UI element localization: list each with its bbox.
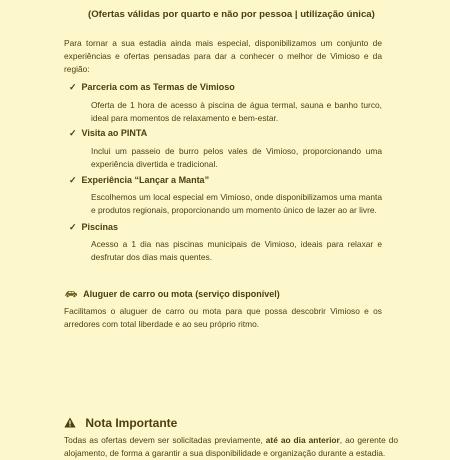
warning-icon [64,417,76,428]
car-icon [64,290,78,298]
check-icon: ✓ [69,128,77,138]
offer-description-lancar-manta: Escolhemos um local especial em Vimioso, onde disponibilizamos uma manta e produtos regionais, proporcionando um momento único de lazer ao ar livre. [91,192,382,215]
note-text-start: Todas as ofertas devem ser solicitadas previamente, [64,435,266,445]
note-text-deadline: até ao dia anterior [265,435,340,445]
offer-description-pinta: Inclui um passeio de burro pelos vales de Vimioso, proporcionando uma experiência divertida e tradicional. [91,146,382,169]
offer-title-pinta [69,128,147,139]
offer-title-text: Visita ao PINTA [81,128,148,138]
offer-title-termas [69,82,235,93]
car-rental-description: Facilitamos o aluguer de carro ou mota para que possa descobrir Vimioso e os arredores com total liberdade e ao seu próprio ritmo. [64,306,382,329]
check-icon: ✓ [69,82,77,92]
offer-title-text: Parceria com as Termas de Vimioso [81,82,235,92]
offer-title-lancar-manta [69,175,209,186]
important-note-heading [64,416,177,430]
offers-validity-note: (Ofertas válidas por quarto e não por pessoa | utilização única) [88,9,375,20]
offer-title-piscinas [69,222,118,233]
offer-description-piscinas: Acesso a 1 dia nas piscinas municipais de Vimioso, ideais para relaxar e desfrutar dos dias mais quentes. [91,239,382,262]
important-note-title: Nota Importante [85,416,178,430]
intro-paragraph: Para tornar a sua estadia ainda mais especial, disponibilizamos um conjunto de experiências e ofertas pensadas para dar a conhecer o melhor de Vimioso e da região: [64,38,382,74]
note-text-end: , ao gerente do alojamento, de forma a garantir a sua disponibilidade e organização durante a estadia. [64,435,399,458]
car-rental-heading [64,289,280,299]
important-note-text [64,434,398,460]
check-icon: ✓ [69,222,77,232]
offer-title-text: Experiência “Lançar a Manta” [81,175,210,185]
offer-description-termas: Oferta de 1 hora de acesso à piscina de água termal, sauna e banho turco, ideal para momentos de relaxamento e bem-estar. [91,100,382,123]
offer-title-text: Piscinas [81,222,119,232]
check-icon: ✓ [69,175,77,185]
car-rental-title: Aluguer de carro ou mota (serviço disponível) [83,289,280,299]
